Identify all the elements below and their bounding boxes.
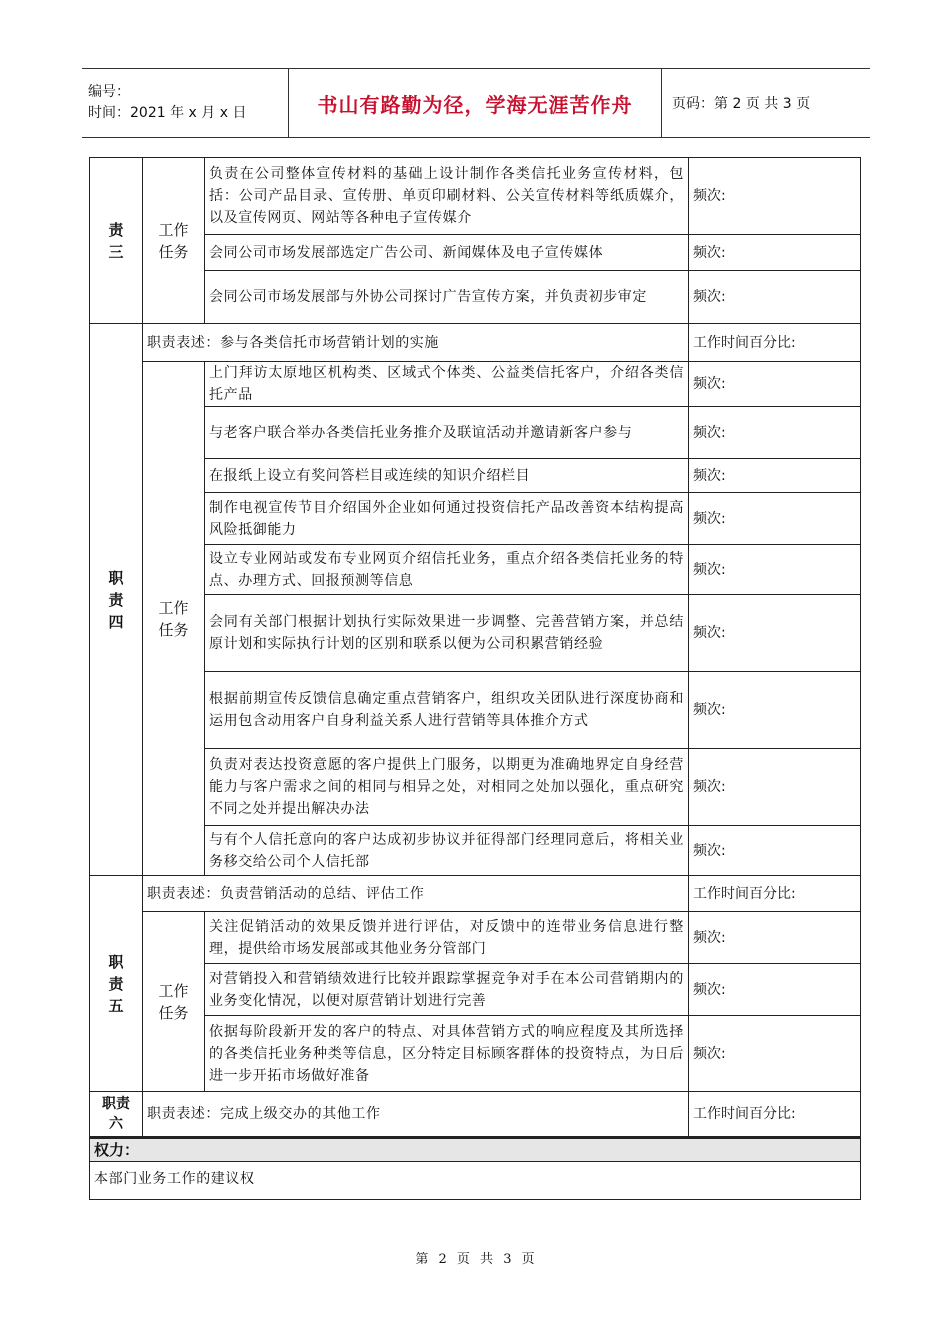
time-percentage-field: 工作时间百分比: (689, 876, 861, 912)
duty4-task-text: 在报纸上设立有奖问答栏目或连续的知识介绍栏目 (205, 459, 689, 493)
duty4-task-text: 负责对表达投资意愿的客户提供上门服务，以期更为准确地界定自身经营能力与客户需求之间的相同与相异之处，对相同之处加以强化，重点研究不同之处并提出解决办法 (205, 749, 689, 826)
duty4-task-text: 根据前期宣传反馈信息确定重点营销客户，组织攻关团队进行深度协商和运用包含动用客户自身利益关系人进行营销等具体推介方式 (205, 672, 689, 749)
duty4-task-row (90, 545, 861, 595)
duty-table (89, 157, 861, 1200)
duty5-description: 职责表述：负责营销活动的总结、评估工作 (143, 876, 689, 912)
document-time-label: 时间：2021 年 x 月 x 日 (88, 105, 247, 121)
duty5-name: 职 责 五 (90, 876, 143, 1092)
frequency-field: 频次: (689, 493, 861, 545)
frequency-field: 频次: (689, 595, 861, 672)
power-item-row (90, 1162, 861, 1200)
frequency-field: 频次: (689, 158, 861, 235)
duty5-task-text: 对营销投入和营销绩效进行比较并跟踪掌握竞争对手在本公司营销期内的业务变化情况，以便对原营销计划进行完善 (205, 964, 689, 1016)
duty4-description: 职责表述：参与各类信托市场营销计划的实施 (143, 324, 689, 362)
duty4-description-row (90, 324, 861, 362)
document-number-label: 编号： (88, 84, 130, 100)
duty4-task-text: 与老客户联合举办各类信托业务推介及联谊活动并邀请新客户参与 (205, 407, 689, 459)
duty4-task-row (90, 407, 861, 459)
duty4-task-row (90, 459, 861, 493)
duty3-task-row (90, 235, 861, 271)
duty3-task-row (90, 158, 861, 235)
duty4-task-row (90, 493, 861, 545)
power-title: 权力： (90, 1138, 861, 1162)
duty4-task-text: 上门拜访太原地区机构类、区域式个体类、公益类信托客户，介绍各类信托产品 (205, 362, 689, 407)
duty4-task-text: 与有个人信托意向的客户达成初步协议并征得部门经理同意后，将相关业务移交给公司个人信托部 (205, 826, 689, 876)
duty4-task-row (90, 826, 861, 876)
duty5-task-row (90, 1016, 861, 1092)
duty4-task-text: 会同有关部门根据计划执行实际效果进一步调整、完善营销方案，并总结原计划和实际执行计划的区别和联系以便为公司积累营销经验 (205, 595, 689, 672)
page-footer: 第 2 页 共 3 页 (415, 1252, 535, 1267)
header-left (82, 69, 288, 137)
power-item: 本部门业务工作的建议权 (90, 1162, 861, 1200)
duty3-task-text: 负责在公司整体宣传材料的基础上设计制作各类信托业务宣传材料，包括：公司产品目录、宣传册、单页印刷材料、公关宣传材料等纸质媒介，以及宣传网页、网站等各种电子宣传媒介 (205, 158, 689, 235)
frequency-field: 频次: (689, 362, 861, 407)
duty5-description-row (90, 876, 861, 912)
duty6-name: 职责 六 (90, 1092, 143, 1138)
duty4-name: 职 责 四 (90, 324, 143, 876)
frequency-field: 频次: (689, 964, 861, 1016)
duty4-task-row (90, 672, 861, 749)
duty4-task-header: 工作 任务 (143, 362, 205, 876)
duty3-name: 责 三 (90, 158, 143, 324)
power-title-row (90, 1138, 861, 1162)
duty5-task-text: 依据每阶段新开发的客户的特点、对具体营销方式的响应程度及其所选择的各类信托业务种类等信息，区分特定目标顾客群体的投资特点，为日后进一步开拓市场做好准备 (205, 1016, 689, 1092)
duty3-task-text: 会同公司市场发展部与外协公司探讨广告宣传方案，并负责初步审定 (205, 271, 689, 324)
duty3-task-header: 工作 任务 (143, 158, 205, 324)
frequency-field: 频次: (689, 235, 861, 271)
duty6-row (90, 1092, 861, 1138)
frequency-field: 频次: (689, 545, 861, 595)
frequency-field: 频次: (689, 672, 861, 749)
frequency-field: 频次: (689, 912, 861, 964)
duty6-description: 职责表述：完成上级交办的其他工作 (143, 1092, 689, 1138)
duty4-task-row (90, 362, 861, 407)
duty5-task-row (90, 912, 861, 964)
duty3-task-row (90, 271, 861, 324)
time-percentage-field: 工作时间百分比: (689, 1092, 861, 1138)
duty5-task-header: 工作 任务 (143, 912, 205, 1092)
frequency-field: 频次: (689, 749, 861, 826)
frequency-field: 频次: (689, 826, 861, 876)
duty3-task-text: 会同公司市场发展部选定广告公司、新闻媒体及电子宣传媒体 (205, 235, 689, 271)
time-percentage-field: 工作时间百分比: (689, 324, 861, 362)
page-header (82, 68, 870, 138)
frequency-field: 频次: (689, 407, 861, 459)
duty4-task-row (90, 595, 861, 672)
duty4-task-text: 设立专业网站或发布专业网页介绍信托业务，重点介绍各类信托业务的特点、办理方式、回报预测等信息 (205, 545, 689, 595)
duty4-task-row (90, 749, 861, 826)
frequency-field: 频次: (689, 459, 861, 493)
header-page-label: 页码：第 2 页 共 3 页 (672, 96, 811, 112)
header-motto: 书山有路勤为径，学海无涯苦作舟 (288, 69, 662, 137)
frequency-field: 频次: (689, 271, 861, 324)
duty5-task-row (90, 964, 861, 1016)
duty4-task-text: 制作电视宣传节目介绍国外企业如何通过投资信托产品改善资本结构提高风险抵御能力 (205, 493, 689, 545)
frequency-field: 频次: (689, 1016, 861, 1092)
duty5-task-text: 关注促销活动的效果反馈并进行评估，对反馈中的连带业务信息进行整理，提供给市场发展部或其他业务分管部门 (205, 912, 689, 964)
